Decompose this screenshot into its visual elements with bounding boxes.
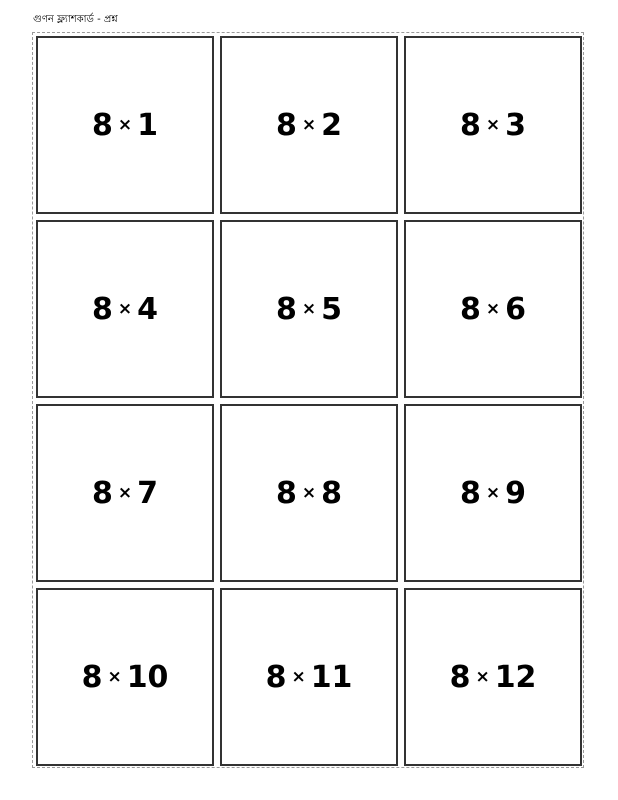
flashcard bbox=[220, 36, 398, 214]
flashcard-question bbox=[276, 292, 342, 327]
flashcard bbox=[404, 588, 582, 766]
multiplicand: 8 bbox=[276, 291, 297, 327]
flashcard bbox=[36, 36, 214, 214]
flashcard-sheet bbox=[32, 32, 584, 768]
multiplier: 1 bbox=[137, 107, 158, 143]
flashcard-question bbox=[460, 476, 526, 511]
multiplicand: 8 bbox=[92, 107, 113, 143]
multiplier: 6 bbox=[505, 291, 526, 327]
times-icon: × bbox=[107, 667, 122, 687]
flashcard bbox=[36, 220, 214, 398]
multiplicand: 8 bbox=[265, 659, 287, 695]
times-icon: × bbox=[485, 115, 501, 135]
multiplier: 7 bbox=[137, 475, 158, 511]
flashcard-question bbox=[450, 660, 537, 695]
flashcard-question bbox=[92, 476, 158, 511]
flashcard-question bbox=[460, 108, 526, 143]
times-icon: × bbox=[117, 483, 133, 503]
times-icon: × bbox=[301, 483, 317, 503]
multiplier: 4 bbox=[137, 291, 158, 327]
flashcard bbox=[36, 588, 214, 766]
flashcard-question bbox=[92, 108, 158, 143]
times-icon: × bbox=[291, 667, 306, 687]
multiplier: 2 bbox=[321, 107, 342, 143]
flashcard bbox=[404, 36, 582, 214]
multiplicand: 8 bbox=[460, 107, 481, 143]
page-title: গুণন ফ্ল্যাশকার্ড - প্রশ্ন bbox=[33, 14, 118, 25]
flashcard-question bbox=[92, 292, 158, 327]
multiplier: 9 bbox=[505, 475, 526, 511]
multiplier: 8 bbox=[321, 475, 342, 511]
flashcard bbox=[220, 404, 398, 582]
flashcard-question bbox=[276, 108, 342, 143]
flashcard-question bbox=[460, 292, 526, 327]
multiplicand: 8 bbox=[92, 291, 113, 327]
times-icon: × bbox=[301, 115, 317, 135]
flashcard-question bbox=[276, 476, 342, 511]
times-icon: × bbox=[485, 299, 501, 319]
flashcard bbox=[220, 588, 398, 766]
flashcard-question bbox=[82, 660, 169, 695]
multiplier: 3 bbox=[505, 107, 526, 143]
times-icon: × bbox=[117, 299, 133, 319]
times-icon: × bbox=[301, 299, 317, 319]
multiplier: 12 bbox=[494, 659, 537, 695]
multiplicand: 8 bbox=[81, 659, 103, 695]
multiplicand: 8 bbox=[276, 475, 297, 511]
times-icon: × bbox=[117, 115, 133, 135]
multiplier: 10 bbox=[126, 659, 169, 695]
multiplicand: 8 bbox=[460, 475, 481, 511]
multiplicand: 8 bbox=[92, 475, 113, 511]
multiplicand: 8 bbox=[276, 107, 297, 143]
multiplicand: 8 bbox=[449, 659, 471, 695]
flashcard bbox=[220, 220, 398, 398]
multiplier: 5 bbox=[321, 291, 342, 327]
flashcard-question bbox=[266, 660, 353, 695]
flashcard bbox=[404, 220, 582, 398]
flashcard bbox=[36, 404, 214, 582]
flashcard bbox=[404, 404, 582, 582]
multiplier: 11 bbox=[310, 659, 353, 695]
times-icon: × bbox=[475, 667, 490, 687]
times-icon: × bbox=[485, 483, 501, 503]
multiplicand: 8 bbox=[460, 291, 481, 327]
flashcard-grid bbox=[36, 36, 582, 766]
